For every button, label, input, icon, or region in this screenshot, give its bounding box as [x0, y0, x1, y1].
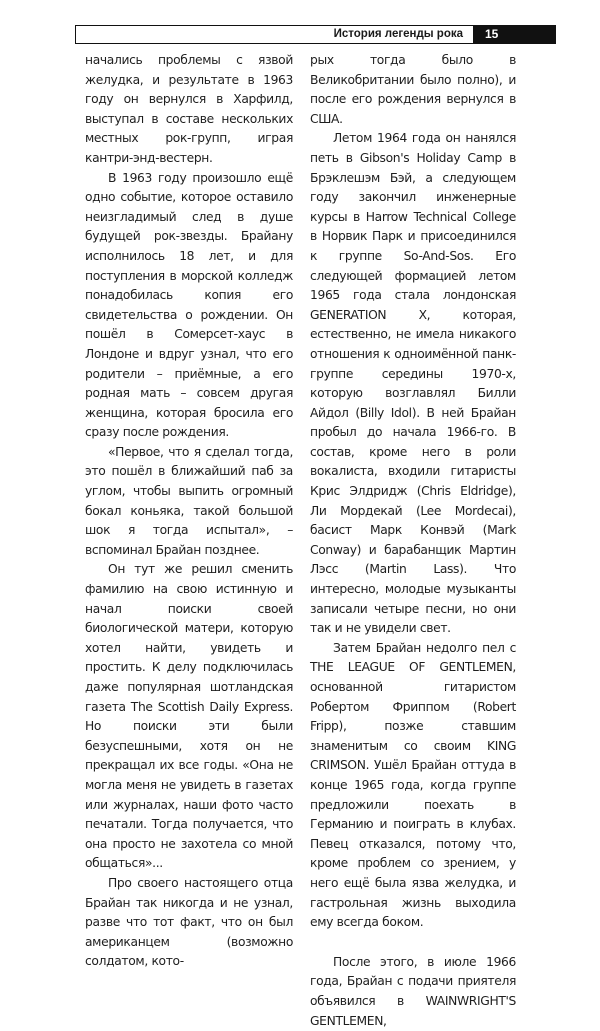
paragraph: начались проблемы с язвой желудка, и результате в 1963 году он вернулся в Харфилд, выступал в составе нескольких местных рок-групп, играя кантри-энд-вестерн. [85, 53, 293, 165]
paragraph: Он тут же решил сменить фамилию на свою истинную и начал поиски своей биологической матери, которую хотел найти, увидеть и простить. К делу подключилась даже популярная шотландская газета The Scottish Daily Express. Но поиски эти были безуспешными, хотя он не прекращал их все годы. «Она не могла меня не увидеть в газетах или журналах, наши фото часто печатали. Тогда получается, что она просто не захотела со мной общаться»... [85, 562, 293, 871]
paragraph: В 1963 году произошло ещё одно событие, которое оставило неизгладимый след в душе будущей рок-звезды. Брайану исполнилось 18 лет, и для поступления в морской колледж понадобилась копия его свидетельства о рождении. Он пошёл в Сомерсет-хаус в Лондоне и вдруг узнал, что его родители – приёмные, а его родная мать – совсем другая женщина, которая бросила его сразу после рождения. [85, 170, 293, 440]
paragraph: «Первое, что я сделал тогда, это пошёл в ближайший паб за углом, чтобы выпить огромный бокал коньяка, такой большой шок я тогда испытал», – вспоминал Брайан позднее. [85, 444, 293, 557]
right-column [310, 51, 516, 1031]
page-header [75, 25, 556, 44]
left-column [85, 51, 293, 972]
paragraph: Затем Брайан недолго пел с THE LEAGUE OF GENTLEMEN, основанной гитаристом Робертом Фриппом (Robert Fripp), позже ставшим знаменитым со своим KING CRIMSON. Ушёл Брайан оттуда в конце 1965 года, когда группе предложили поехать в Германию и поиграть в клубах. Певец отказался, потому что, кроме проблем со зрением, у него ещё была язва желудка, и гастрольная жизнь выходила ему всегда боком. [310, 640, 516, 930]
paragraph: После этого, в июле 1966 года, Брайан с подачи приятеля объявился в WAINWRIGHT'S GENTLEMEN, [310, 954, 516, 1028]
paragraph-gap [310, 933, 516, 953]
paragraph: Про своего настоящего отца Брайан так никогда и не узнал, разве что тот факт, что он был американцем (возможно солдатом, кото- [85, 875, 293, 969]
paragraph: Летом 1964 года он нанялся петь в Gibson's Holiday Camp в Брэклешэм Бэй, а следующем году закончил инженерные курсы в Harrow Technical College в Норвик Парк и присоединился к группе So-And-Sos. Его следующей формацией летом 1965 года стала лондонская GENERATION X, которая, естественно, не имела никакого отношения к одноимённой панк-группе середины 1970-х, которую возглавлял Билли Айдол (Billy Idol). В ней Брайан пробыл до начала 1966-го. В состав, кроме него в роли вокалиста, входили гитаристы Крис Элдридж (Chris Eldridge), Ли Мордекай (Lee Mordecai), басист Марк Конвэй (Mark Conway) и барабанщик Мартин Лэсс (Martin Lass). Что интересно, молодые музыканты записали четыре песни, но они так и не увидели свет. [310, 131, 516, 636]
running-title: История легенды рока [75, 25, 473, 44]
paragraph: рых тогда было в Великобритании было полно), и после его рождения вернулся в США. [310, 53, 516, 126]
page-number: 15 [473, 25, 556, 44]
